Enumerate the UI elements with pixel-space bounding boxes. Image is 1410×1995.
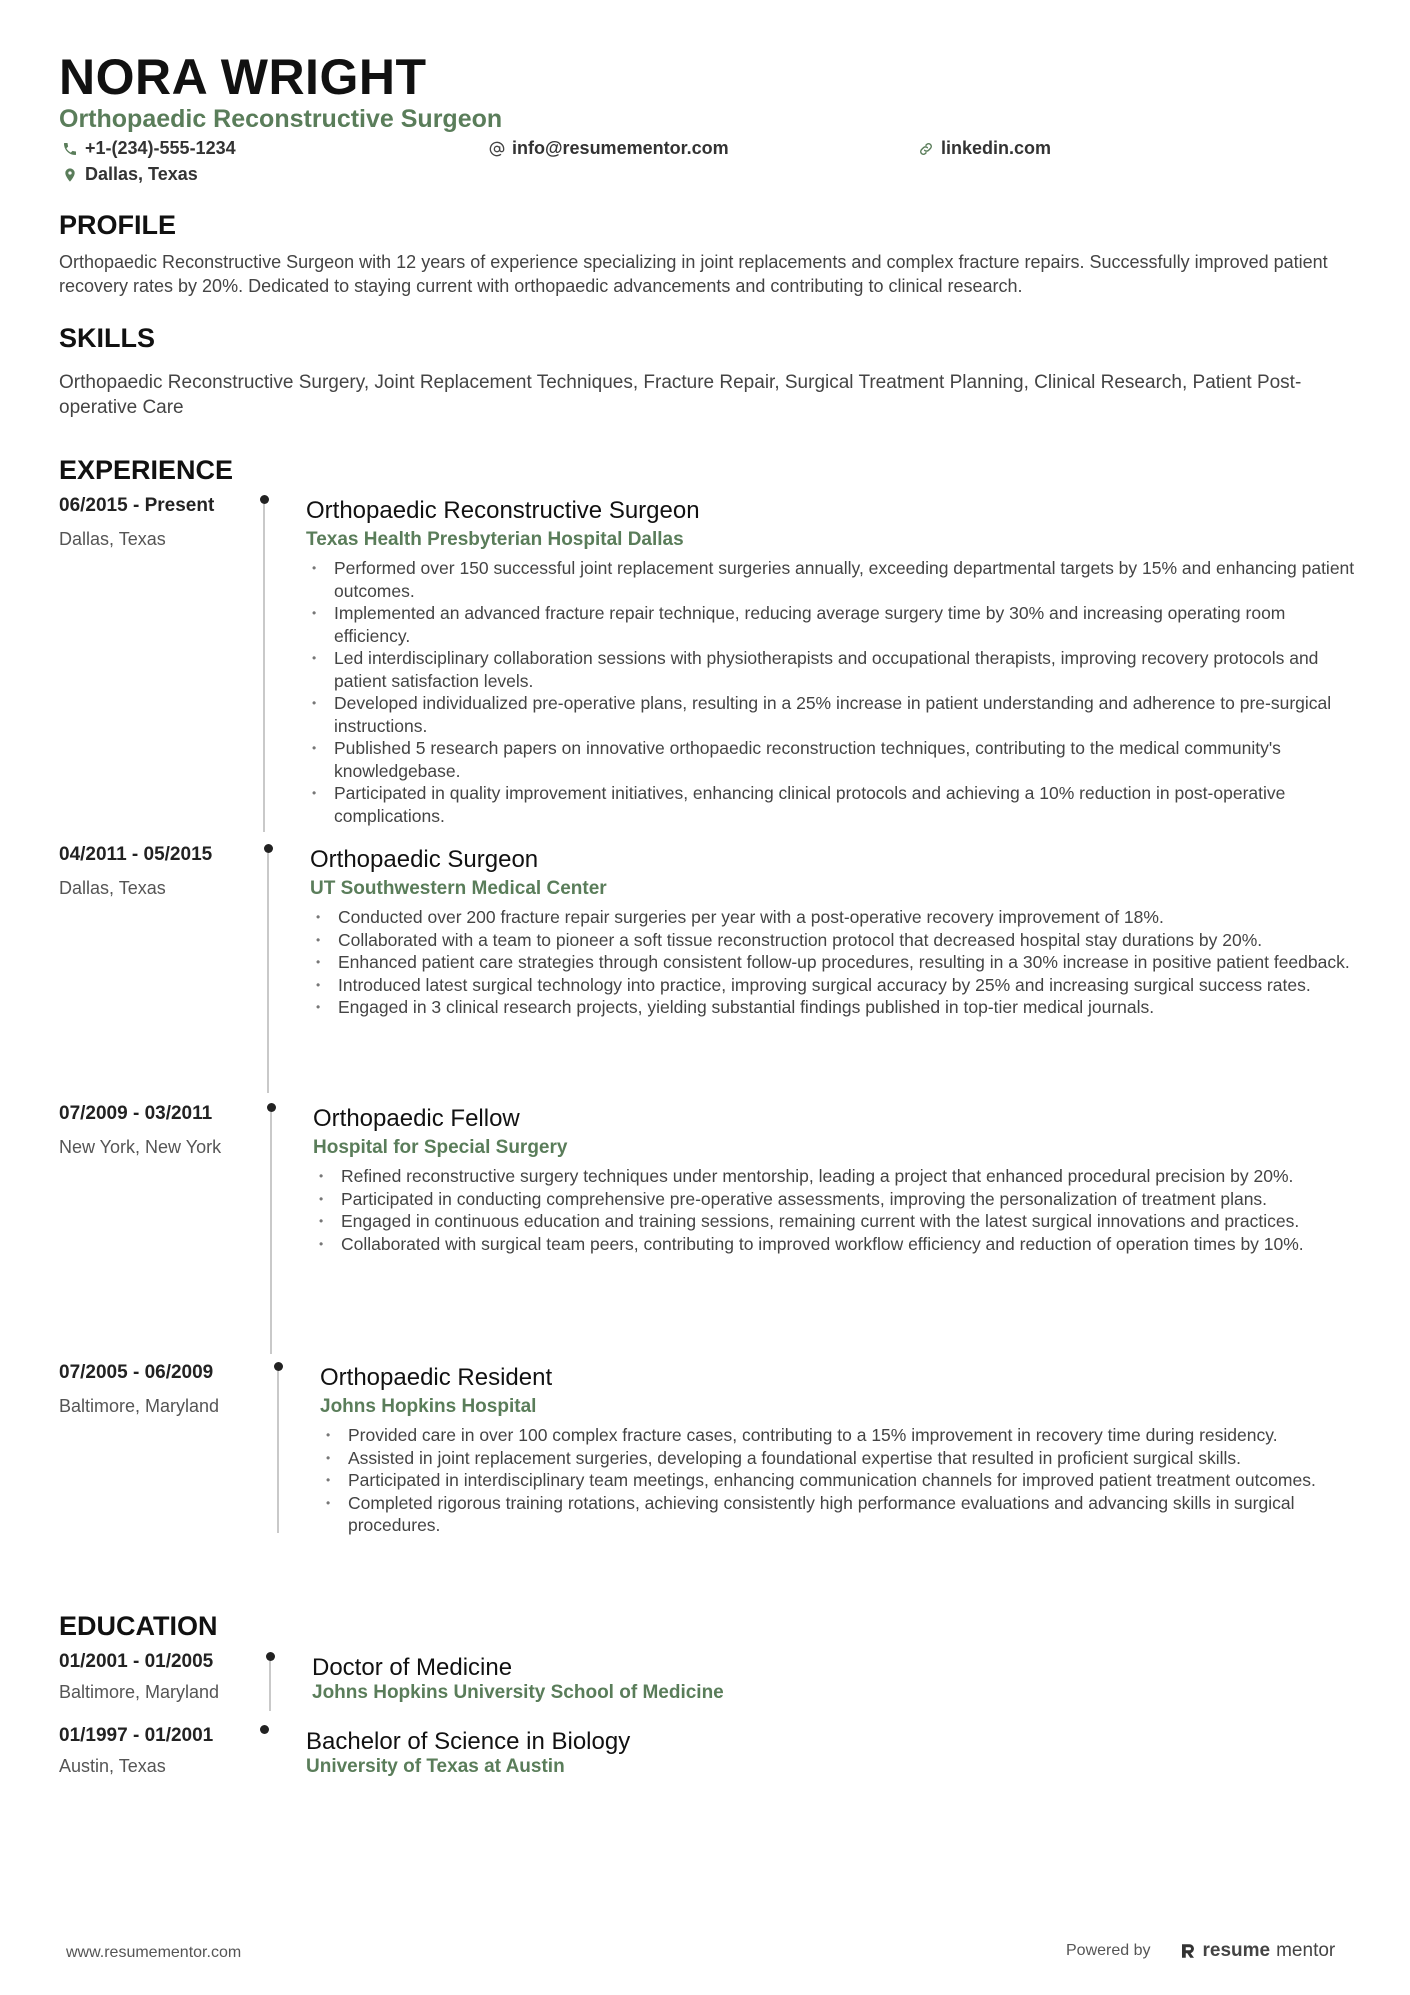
timeline-line [269,1661,271,1711]
education-school: Johns Hopkins University School of Medicine [312,1682,724,1703]
job-bullet: • Engaged in 3 clinical research projects, yielding substantial findings published in top-tier medical journals. [310,996,1370,1019]
candidate-title: Orthopaedic Reconstructive Surgeon [59,105,503,133]
education-degree: Bachelor of Science in Biology [306,1728,631,1755]
education-location: Baltimore, Maryland [59,1682,220,1702]
contact-phone[interactable] [62,138,236,159]
job-bullet: • Enhanced patient care strategies through consistent follow-up procedures, resulting in a 30% increase in positive patient feedback. [310,951,1370,974]
job-bullet: • Assisted in joint replacement surgeries, developing a foundational expertise that resulted in proficient surgical skills. [320,1447,1380,1470]
candidate-name: NORA WRIGHT [59,49,427,105]
job-date: 07/2005 - 06/2009 [59,1362,214,1383]
profile-text: Orthopaedic Reconstructive Surgeon with 12 years of experience specializing in joint replacements and complex fracture repairs. Successfully improved patient recovery rates by 20%. Dedicated to staying current with orthopaedic advancements and contributing to clinical research. [59,252,1328,296]
education-item [0,1725,1410,1785]
job-bullet: • Implemented an advanced fracture repair technique, reducing average surgery time by 30% and increasing operating room efficiency. [306,602,1366,647]
timeline-dot [274,1362,283,1371]
experience-heading: EXPERIENCE [59,455,234,485]
job-bullet: • Participated in interdisciplinary team meetings, enhancing communication channels for improved patient treatment outcomes. [320,1469,1380,1492]
phone-icon [62,141,78,157]
job-location: Dallas, Texas [59,529,166,549]
education-heading: EDUCATION [59,1611,218,1641]
job-bullet: • Published 5 research papers on innovative orthopaedic reconstruction techniques, contributing to the medical community's knowledgebase. [306,737,1366,782]
job-bullets [310,906,1370,1019]
job-role: Orthopaedic Reconstructive Surgeon [306,497,700,524]
at-icon [489,141,505,157]
job-bullet: • Collaborated with a team to pioneer a soft tissue reconstruction protocol that decreased hospital stay durations by 20%. [310,929,1370,952]
job-bullets [320,1424,1380,1537]
experience-item [0,1103,1410,1353]
skills-text: Orthopaedic Reconstructive Surgery, Joint Replacement Techniques, Fracture Repair, Surgical Treatment Planning, Clinical Research, Patient Post-operative Care [59,372,1302,418]
job-bullet: • Conducted over 200 fracture repair surgeries per year with a post-operative recovery improvement of 18%. [310,906,1370,929]
phone-text: +1-(234)-555-1234 [85,138,236,158]
contact-linkedin[interactable] [918,138,1051,159]
job-bullet: • Provided care in over 100 complex fracture cases, contributing to a 15% improvement in recovery time during residency. [320,1424,1380,1447]
timeline-dot [260,1725,269,1734]
job-date: 06/2015 - Present [59,495,215,516]
brand-bold: resume [1202,1940,1271,1961]
education-degree: Doctor of Medicine [312,1654,513,1681]
job-date: 07/2009 - 03/2011 [59,1103,213,1124]
brand-light: mentor [1276,1940,1336,1961]
link-icon [918,141,934,157]
education-date: 01/1997 - 01/2001 [59,1725,214,1746]
job-bullet: • Participated in conducting comprehensive pre-operative assessments, improving the personalization of treatment plans. [313,1188,1373,1211]
profile-heading: PROFILE [59,210,177,240]
job-bullet: • Developed individualized pre-operative plans, resulting in a 25% increase in patient understanding and adherence to pre-surgical instructions. [306,692,1366,737]
job-location: Dallas, Texas [59,878,166,898]
job-bullet: • Performed over 150 successful joint replacement surgeries annually, exceeding departmental targets by 15% and enhancing patient outcomes. [306,557,1366,602]
email-text: info@resumementor.com [512,138,729,158]
job-role: Orthopaedic Surgeon [310,846,539,873]
education-date: 01/2001 - 01/2005 [59,1651,214,1672]
job-bullet: • Completed rigorous training rotations, achieving consistently high performance evaluations and advancing skills in surgical procedures. [320,1492,1380,1537]
job-organization: Hospital for Special Surgery [313,1137,568,1158]
skills-heading: SKILLS [59,323,156,353]
job-bullets [313,1165,1373,1255]
education-school: University of Texas at Austin [306,1756,565,1777]
timeline-line [277,1371,279,1533]
timeline-line [263,504,265,832]
timeline-line [270,1112,272,1354]
education-location: Austin, Texas [59,1756,166,1776]
linkedin-text: linkedin.com [941,138,1052,158]
experience-item [0,495,1410,835]
brand-logo[interactable] [1179,1940,1336,1962]
job-bullet: • Engaged in continuous education and training sessions, remaining current with the latest surgical innovations and practices. [313,1210,1373,1233]
job-bullet: • Led interdisciplinary collaboration sessions with physiotherapists and occupational therapists, improving recovery protocols and patient satisfaction levels. [306,647,1366,692]
job-organization: Johns Hopkins Hospital [320,1396,537,1417]
timeline-dot [267,1103,276,1112]
resumementor-logo-icon [1179,1941,1197,1961]
job-location: Baltimore, Maryland [59,1396,220,1416]
job-role: Orthopaedic Fellow [313,1105,520,1132]
contact-email[interactable] [489,138,729,159]
timeline-dot [260,495,269,504]
timeline-dot [264,844,273,853]
footer-website[interactable]: www.resumementor.com [66,1944,242,1961]
job-bullet: • Collaborated with surgical team peers, contributing to improved workflow efficiency and reduction of operation times by 10%. [313,1233,1373,1256]
location-text: Dallas, Texas [85,164,198,184]
job-location: New York, New York [59,1137,222,1157]
experience-item [0,844,1410,1094]
job-organization: UT Southwestern Medical Center [310,878,607,899]
timeline-dot [266,1652,275,1661]
job-organization: Texas Health Presbyterian Hospital Dallas [306,529,684,550]
job-bullet: • Introduced latest surgical technology into practice, improving surgical accuracy by 25% and increasing surgical success rates. [310,974,1370,997]
job-bullet: • Participated in quality improvement initiatives, enhancing clinical protocols and achieving a 10% reduction in post-operative complications. [306,782,1366,827]
timeline-line [267,853,269,1093]
job-date: 04/2011 - 05/2015 [59,844,213,865]
powered-by-text: Powered by [1066,1942,1151,1959]
footer-powered [1066,1940,1335,1962]
job-bullet: • Refined reconstructive surgery techniques under mentorship, leading a project that enhanced procedural precision by 20%. [313,1165,1373,1188]
location-pin-icon [62,167,78,183]
education-item [0,1651,1410,1721]
job-bullets [306,557,1366,827]
contact-location [62,164,198,185]
job-role: Orthopaedic Resident [320,1364,553,1391]
experience-item [0,1362,1410,1542]
